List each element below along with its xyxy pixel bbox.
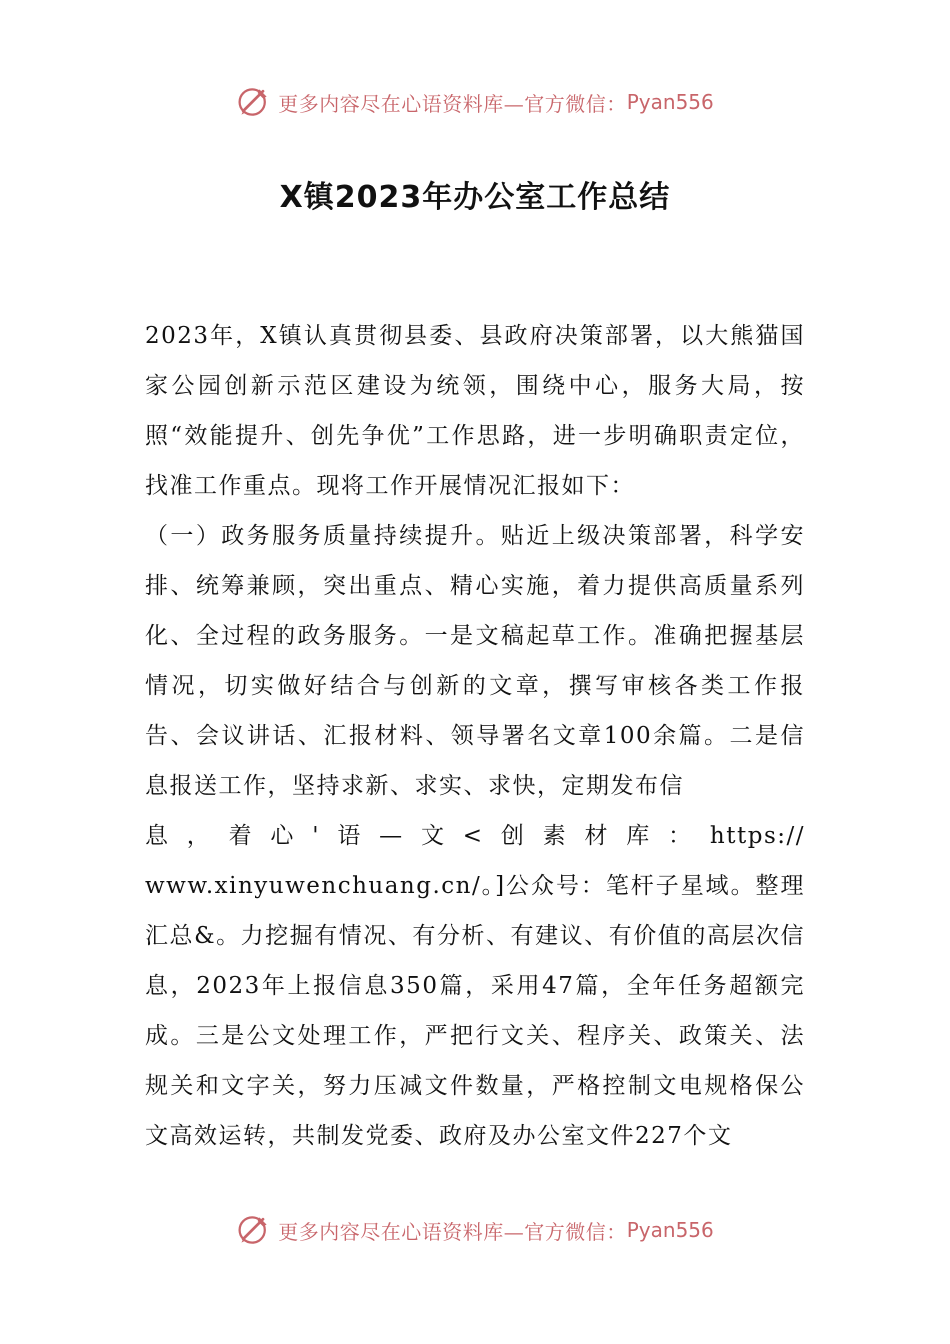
document-body xyxy=(145,311,805,1161)
banner-wechat-id: Pyan556 xyxy=(626,90,714,114)
paragraph-continued: www.xinyuwenchuang.cn/。]公众号：笔杆子星域。整理汇总&。力挖掘有情况、有分析、有建议、有价值的高层次信息，2023年上报信息350篇，采用47篇，全年任务超额完成。三是公文处理工作，严把行文关、程序关、政策关、法规关和文字关，努力压减文件数量，严格控制文电规格保公文高效运转，共制发党委、政府及办公室文件227个文 xyxy=(145,873,805,1149)
banner-text: 更多内容尽在心语资料库—官方微信： xyxy=(278,1219,627,1244)
banner-wechat-id: Pyan556 xyxy=(626,1218,714,1242)
paragraph-intro: 2023年，X镇认真贯彻县委、县政府决策部署，以大熊猫国家公园创新示范区建设为统领，围绕中心，服务大局，按照“效能提升、创先争优”工作思路，进一步明确职责定位，找准工作重点。现将工作开展情况汇报如下： xyxy=(145,323,805,499)
footer-watermark-banner xyxy=(0,1208,950,1252)
document-title: X镇2023年办公室工作总结 xyxy=(279,180,671,215)
banner-text: 更多内容尽在心语资料库—官方微信： xyxy=(278,91,627,116)
pen-circle-logo-icon xyxy=(236,84,272,120)
header-watermark-banner xyxy=(0,80,950,124)
paragraph-section-one: （一）政务服务质量持续提升。贴近上级决策部署，科学安排、统筹兼顾，突出重点、精心实施，着力提供高质量系列化、全过程的政务服务。一是文稿起草工作。准确把握基层情况，切实做好结合与创新的文章，撰写审核各类工作报告、会议讲话、汇报材料、领导署名文章100余篇。二是信息报送工作，坚持求新、求实、求快，定期发布信 xyxy=(145,523,805,799)
paragraph-line-source: 息，着心'语—文<创素材库：https:// xyxy=(145,823,805,849)
pen-circle-logo-icon xyxy=(236,1212,272,1248)
